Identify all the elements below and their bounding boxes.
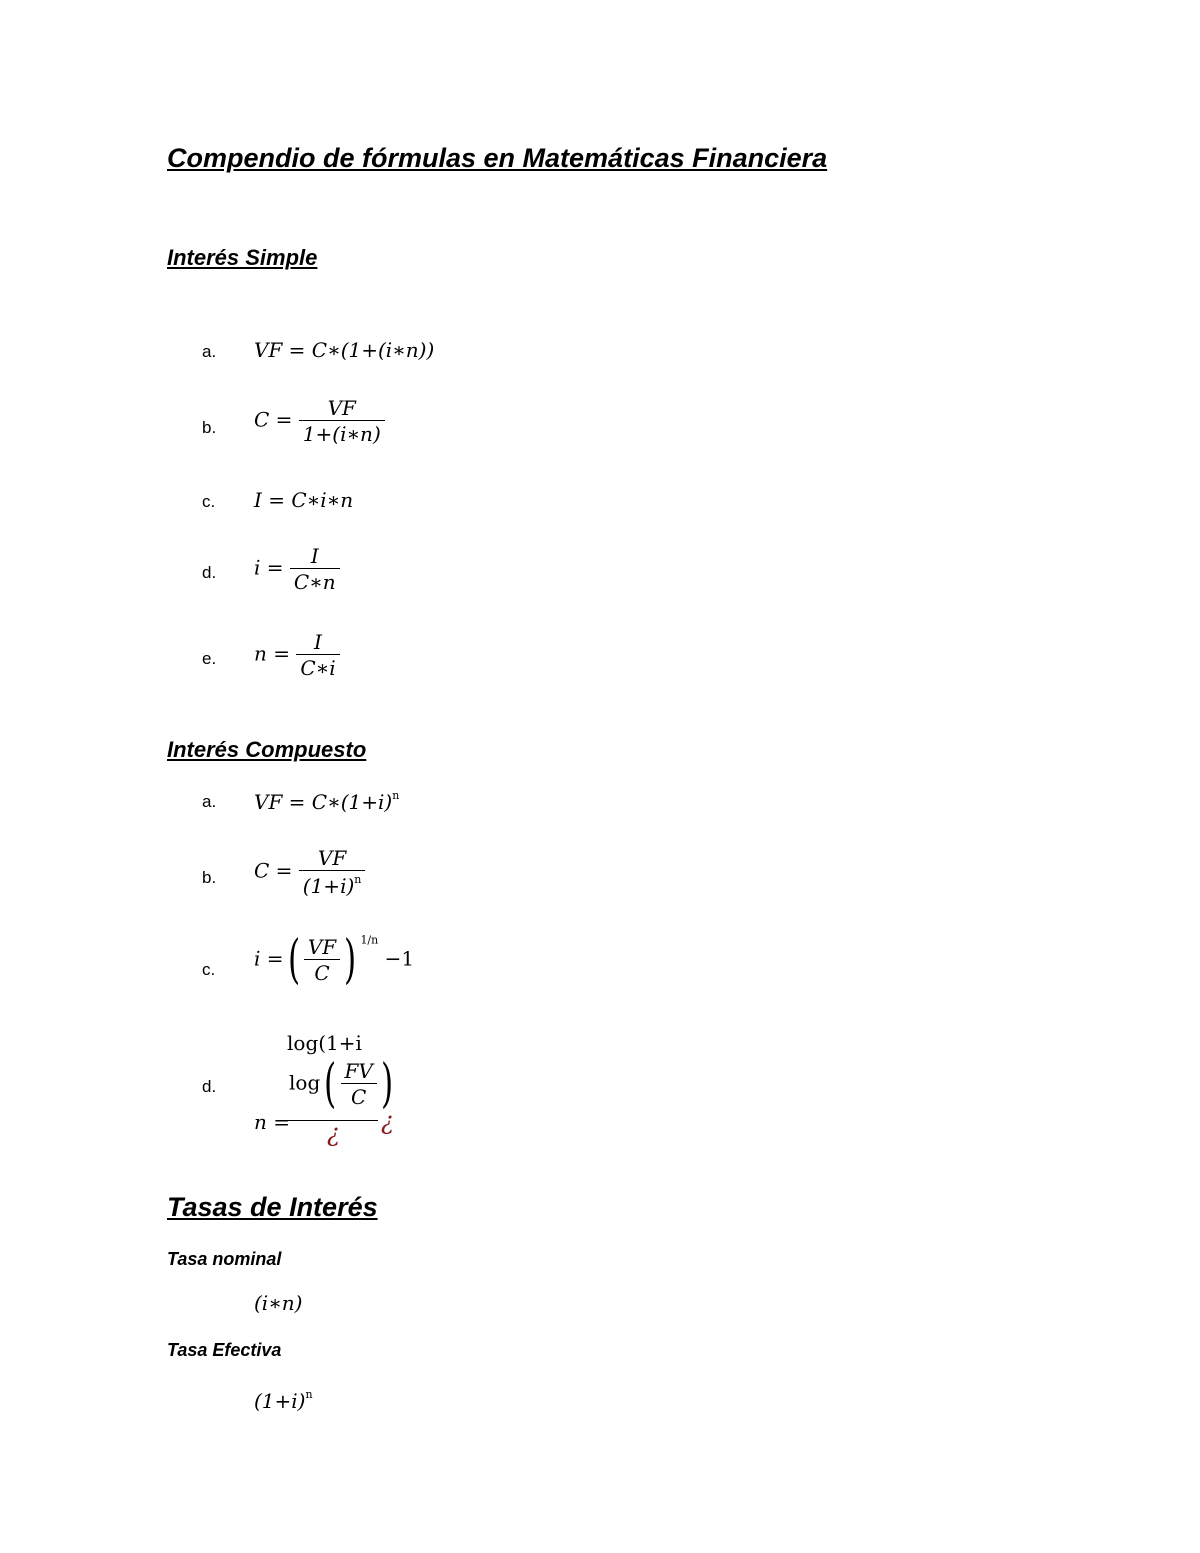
list-label: b.: [202, 418, 217, 437]
red-glyph: ¿: [381, 1107, 394, 1135]
section-heading-compuesto: Interés Compuesto: [167, 737, 367, 762]
numerator: FV: [341, 1061, 377, 1084]
formula-tasa-efectiva: [254, 1389, 313, 1411]
numerator: I: [290, 546, 340, 569]
formula-lhs: C =: [254, 407, 293, 432]
formula-lhs: n =: [254, 641, 290, 666]
formula-simple-d: [254, 546, 340, 592]
fraction: [304, 937, 340, 983]
formula-base: (1+i): [254, 1389, 306, 1413]
section-heading-tasas: Tasas de Interés: [167, 1192, 378, 1222]
formula-simple-a: VF = C∗(1+(i∗n)): [254, 338, 435, 362]
denominator: [299, 871, 366, 896]
formula-tail: −1: [384, 946, 415, 971]
right-paren: ): [380, 1054, 394, 1114]
formula-compuesto-d-top: log(1+i: [287, 1031, 362, 1055]
formula-simple-c: I = C∗i∗n: [254, 488, 354, 512]
denominator: 1+(i∗n): [302, 422, 381, 446]
fraction: [299, 398, 385, 444]
numerator: I: [296, 632, 339, 655]
denominator: C∗i: [300, 656, 336, 680]
formula-lhs: i =: [254, 946, 284, 971]
denominator: C: [314, 961, 330, 985]
denominator-base: (1+i): [302, 874, 355, 898]
formula-compuesto-b: [254, 848, 365, 896]
left-paren: (: [324, 1054, 337, 1114]
list-label: d.: [202, 1077, 217, 1096]
formula-compuesto-d-log: [289, 1054, 397, 1114]
fraction: [341, 1061, 377, 1107]
numerator: VF: [299, 398, 385, 421]
red-glyph: ¿: [327, 1119, 340, 1147]
list-label: a.: [202, 792, 217, 811]
denominator: C: [351, 1085, 367, 1109]
list-label: c.: [202, 960, 216, 979]
numerator: VF: [304, 937, 340, 960]
right-paren: ): [344, 930, 357, 990]
fraction: [299, 848, 366, 896]
tasa-nominal-label: Tasa nominal: [167, 1249, 282, 1269]
formula-base: VF = C∗(1+i): [254, 790, 393, 814]
list-label: d.: [202, 563, 217, 582]
numerator: VF: [299, 848, 366, 871]
list-label: c.: [202, 492, 216, 511]
log-function: log: [289, 1070, 321, 1095]
formula-simple-e: [254, 632, 340, 678]
tasa-efectiva-label: Tasa Efectiva: [167, 1340, 282, 1360]
left-paren: (: [287, 930, 300, 990]
exponent: n: [354, 873, 362, 886]
formula-lhs: C =: [254, 858, 293, 883]
fraction: [296, 632, 339, 678]
formula-lhs: i =: [254, 555, 284, 580]
exponent: n: [392, 789, 400, 802]
exponent: 1/n: [360, 933, 379, 947]
list-label: a.: [202, 342, 217, 361]
document-title: Compendio de fórmulas en Matemáticas Financiera: [167, 143, 828, 173]
formula-simple-b: [254, 398, 385, 444]
section-heading-simple: Interés Simple: [167, 245, 318, 270]
formula-tasa-nominal: (i∗n): [254, 1291, 303, 1315]
formula-compuesto-d-lhs: n =: [254, 1110, 290, 1134]
denominator: C∗n: [293, 570, 336, 594]
formula-compuesto-a: [254, 790, 399, 812]
exponent: n: [305, 1388, 313, 1401]
list-label: b.: [202, 868, 217, 887]
fraction: [290, 546, 340, 592]
list-label: e.: [202, 649, 217, 668]
formula-compuesto-c: [254, 930, 415, 990]
